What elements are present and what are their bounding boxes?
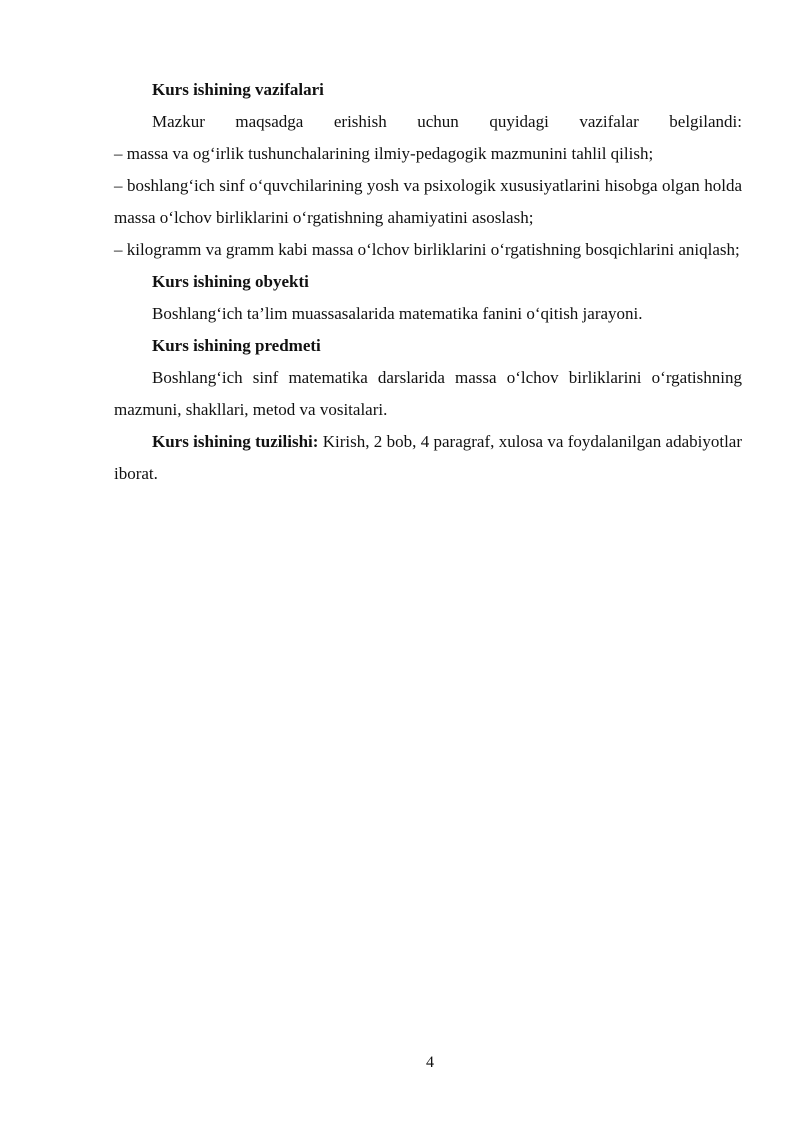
tuzilish-paragraph	[114, 426, 742, 490]
predmet-text: Boshlang‘ich sinf matematika darslarida massa o‘lchov birliklarini o‘rgatishning mazmuni, shakllari, metod va vositalari.	[114, 368, 742, 419]
section-heading-obyekt: Kurs ishining obyekti	[152, 272, 309, 291]
task-item-1: – massa va og‘irlik tushunchalarining ilmiy-pedagogik mazmunini tahlil qilish;	[114, 144, 654, 163]
tuzilish-text: Kirish, 2 bob, 4 paragraf, xulosa va foydalanilgan adabiyotlar iborat.	[114, 432, 743, 483]
page-content	[114, 74, 742, 490]
section-heading-vazifalar: Kurs ishining vazifalari	[152, 80, 324, 99]
tuzilish-label: Kurs ishining tuzilishi:	[152, 432, 319, 451]
section-heading-predmet: Kurs ishining predmeti	[152, 336, 321, 355]
task-item-3: – kilogramm va gramm kabi massa o‘lchov birliklarini o‘rgatishning bosqichlarini aniqlash;	[114, 240, 740, 259]
obyekt-text: Boshlang‘ich ta’lim muassasalarida matematika fanini o‘qitish jarayoni.	[152, 304, 643, 323]
page-number: 4	[426, 1054, 434, 1071]
vazifalar-intro: Mazkur maqsadga erishish uchun quyidagi vazifalar belgilandi:	[152, 112, 742, 131]
task-item-2: – boshlang‘ich sinf o‘quvchilarining yosh va psixologik xususiyatlarini hisobga olgan holda massa o‘lchov birliklarini o‘rgatishning ahamiyatini asoslash;	[114, 176, 742, 227]
